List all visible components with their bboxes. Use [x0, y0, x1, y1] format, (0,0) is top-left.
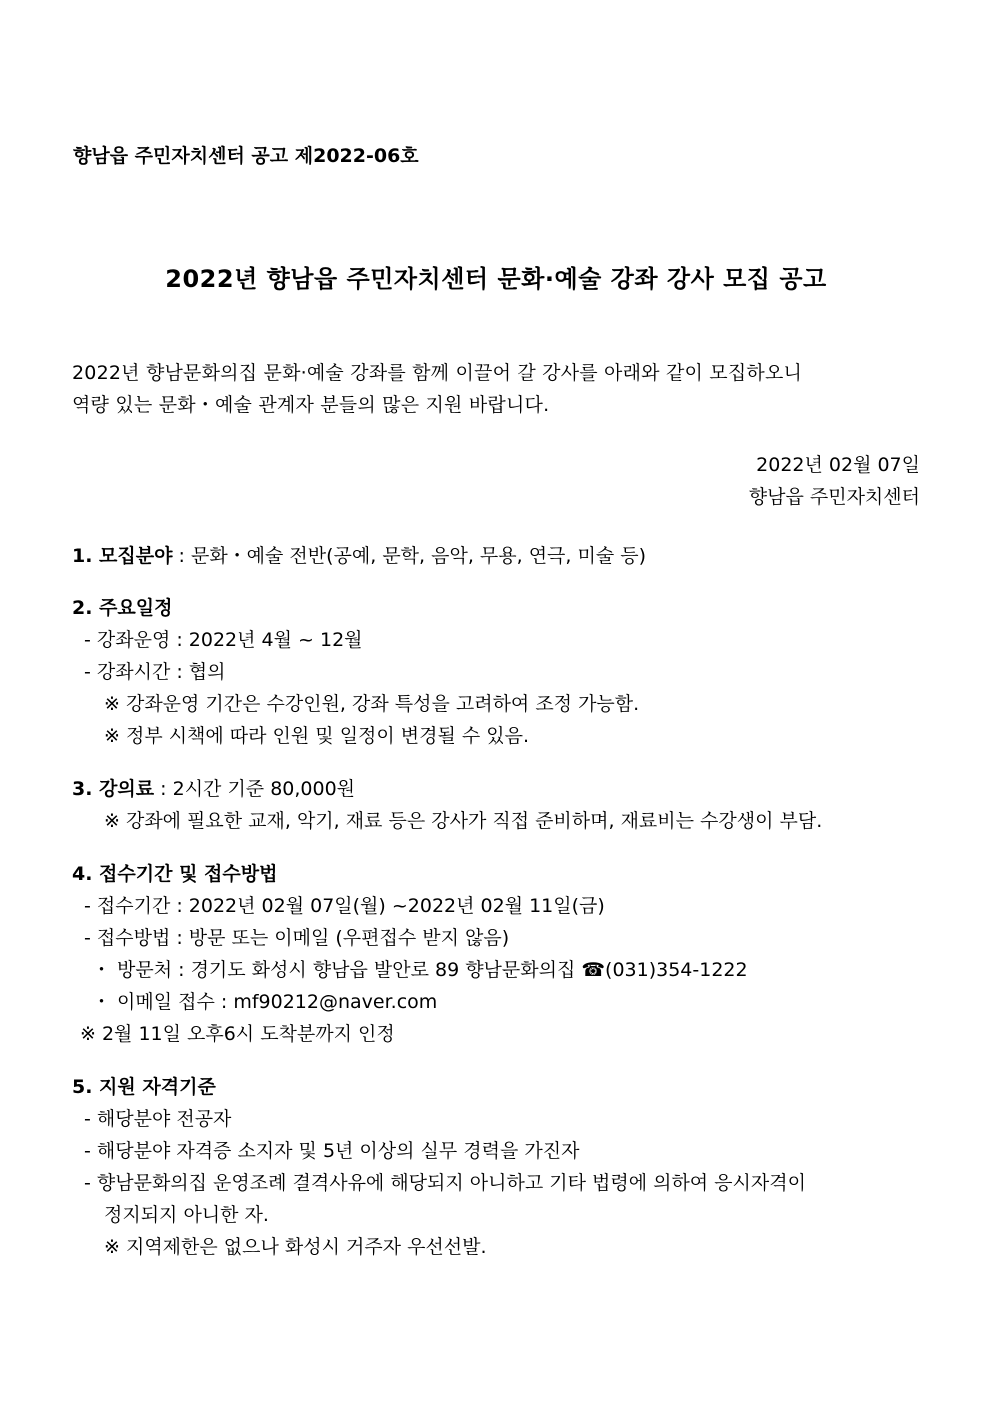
- section-text: : 2시간 기준 80,000원: [154, 778, 356, 800]
- qualification-item: - 해당분야 자격증 소지자 및 5년 이상의 실무 경력을 가진자: [84, 1140, 580, 1162]
- page-title: 2022년 향남읍 주민자치센터 문화·예술 강좌 강사 모집 공고: [165, 265, 827, 293]
- qualification-item: - 해당분야 전공자: [84, 1108, 232, 1130]
- qualification-item: - 향남문화의집 운영조례 결격사유에 해당되지 아니하고 기타 법령에 의하여 응시자격이: [84, 1172, 806, 1194]
- schedule-note: ※ 정부 시책에 따라 인원 및 일정이 변경될 수 있음.: [104, 725, 530, 747]
- intro-line-2: 역량 있는 문화・예술 관계자 분들의 많은 지원 바랍니다.: [72, 394, 550, 416]
- section-heading-application: 4. 접수기간 및 접수방법: [72, 863, 278, 885]
- section-heading: 1. 모집분야: [72, 545, 173, 567]
- qualification-item-continuation: 정지되지 아니한 자.: [104, 1204, 269, 1226]
- section-heading-qualifications: 5. 지원 자격기준: [72, 1076, 216, 1098]
- section-heading: 3. 강의료: [72, 778, 155, 800]
- schedule-note: ※ 강좌운영 기간은 수강인원, 강좌 특성을 고려하여 조정 가능함.: [104, 693, 640, 715]
- application-item: - 접수방법 : 방문 또는 이메일 (우편접수 받지 않음): [84, 927, 510, 949]
- qualification-note: ※ 지역제한은 없으나 화성시 거주자 우선선발.: [104, 1236, 487, 1258]
- section-heading-schedule: 2. 주요일정: [72, 597, 173, 619]
- issuer: 향남읍 주민자치센터: [748, 486, 920, 508]
- application-item: - 접수기간 : 2022년 02월 07일(월) ~2022년 02월 11일(금): [84, 895, 605, 917]
- schedule-item: - 강좌시간 : 협의: [84, 661, 226, 683]
- application-sub-item: ・ 이메일 접수 : mf90212@naver.com: [92, 991, 438, 1013]
- section-recruitment-field: [72, 541, 646, 568]
- notice-number: 향남읍 주민자치센터 공고 제2022-06호: [73, 145, 419, 167]
- notice-date: 2022년 02월 07일: [756, 454, 920, 476]
- intro-line-1: 2022년 향남문화의집 문화·예술 강좌를 함께 이끌어 갈 강사를 아래와 같이 모집하오니: [72, 362, 803, 384]
- application-sub-item: ・ 방문처 : 경기도 화성시 향남읍 발안로 89 향남문화의집 ☎(031)354-1222: [92, 959, 748, 981]
- schedule-item: - 강좌운영 : 2022년 4월 ~ 12월: [84, 629, 363, 651]
- application-note: ※ 2월 11일 오후6시 도착분까지 인정: [80, 1023, 395, 1045]
- section-fee: [72, 774, 355, 801]
- fee-note: ※ 강좌에 필요한 교재, 악기, 재료 등은 강사가 직접 준비하며, 재료비는 수강생이 부담.: [104, 810, 823, 832]
- section-text: : 문화・예술 전반(공예, 문학, 음악, 무용, 연극, 미술 등): [172, 545, 646, 567]
